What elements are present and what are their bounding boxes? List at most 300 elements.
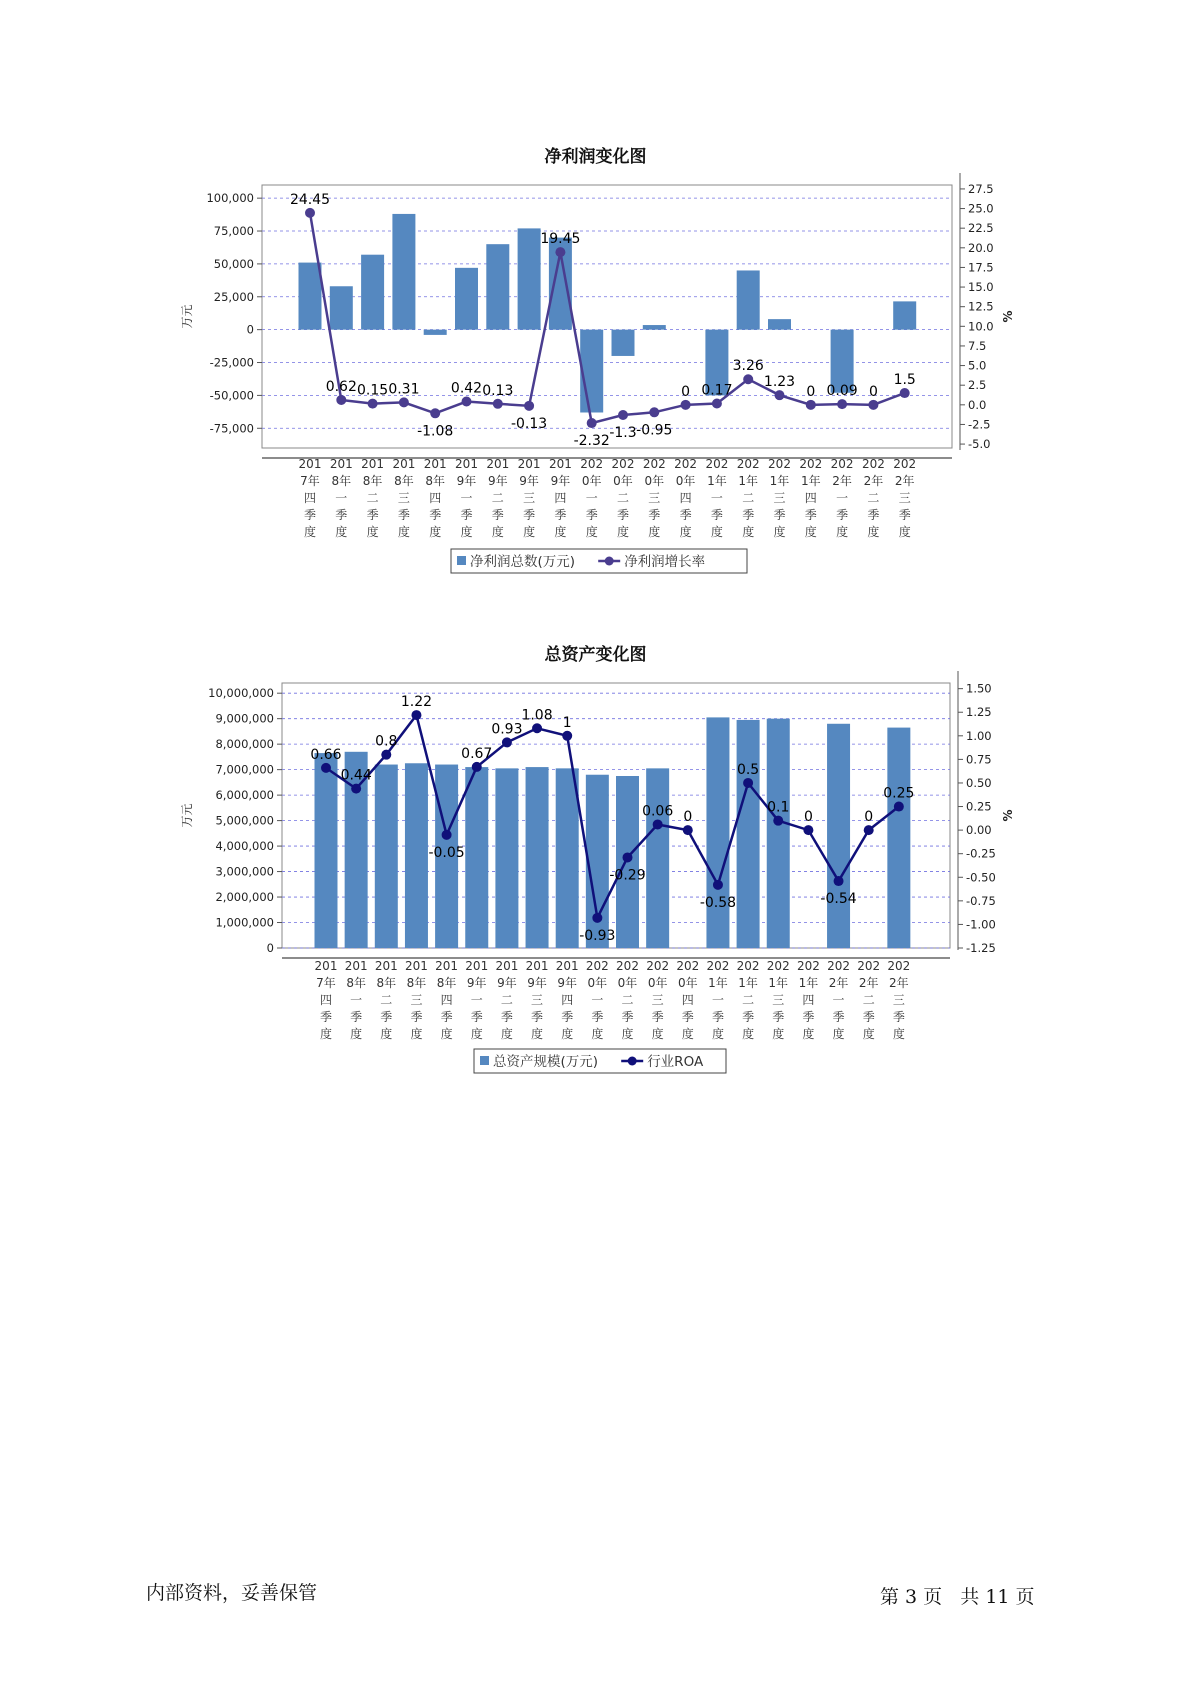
legend-bar-label: 净利润总数(万元) [470, 554, 576, 570]
data-point [351, 784, 361, 794]
x-tick-label: 1年 [708, 976, 728, 990]
x-tick-label: 201 [314, 959, 338, 973]
x-tick-label: 201 [374, 959, 398, 973]
x-tick-label: 202 [642, 457, 666, 471]
x-tick-label: 8年 [394, 474, 414, 488]
x-tick-label: 2年 [858, 976, 879, 990]
x-tick-label: 度 [397, 525, 410, 539]
y-tick-label: 1,000,000 [215, 915, 274, 930]
x-tick-label: 0年 [587, 976, 608, 990]
x-tick-label: 季 [561, 1010, 574, 1024]
x-tick-label: 一 [335, 491, 348, 505]
x-tick-label: 201 [298, 457, 322, 471]
bar [424, 330, 447, 335]
data-point [743, 778, 753, 788]
bar [405, 763, 428, 948]
x-tick-label: 202 [893, 457, 917, 471]
x-tick-label: 二 [742, 491, 755, 505]
y2-tick-label: 15.0 [968, 280, 994, 295]
y2-tick-label: -0.50 [966, 870, 996, 885]
data-label: -1.08 [417, 423, 454, 440]
x-tick-label: 度 [500, 1027, 513, 1041]
x-tick-label: 季 [773, 508, 786, 522]
x-tick-label: 一 [585, 491, 598, 505]
x-tick-label: 202 [706, 959, 730, 973]
data-point [587, 418, 597, 428]
data-label: 0 [683, 809, 693, 826]
x-tick-label: 202 [676, 959, 700, 973]
data-point [900, 388, 910, 398]
x-tick-label: 2年 [889, 976, 909, 990]
y-tick-label: 0 [246, 322, 254, 337]
x-tick-label: 二 [491, 491, 504, 505]
x-tick-label: 三 [773, 491, 786, 505]
bar [486, 244, 509, 329]
x-tick-label: 季 [410, 1010, 423, 1024]
y2-tick-label: 20.0 [968, 240, 994, 255]
data-label: 0.42 [450, 380, 483, 397]
x-tick-label: 一 [591, 993, 604, 1007]
x-tick-label: 季 [335, 508, 348, 522]
x-tick-label: 201 [486, 457, 510, 471]
data-label: 0.31 [388, 381, 420, 398]
x-tick-label: 0年 [613, 474, 633, 488]
x-tick-label: 度 [832, 1027, 845, 1041]
y-tick-label: -25,000 [209, 355, 254, 370]
bar [580, 330, 603, 413]
y-tick-label: 10,000,000 [208, 686, 274, 701]
x-tick-label: 四 [561, 993, 574, 1007]
x-tick-label: 201 [344, 959, 368, 973]
y-tick-label: 25,000 [213, 289, 254, 304]
data-label: 1.5 [893, 372, 916, 389]
data-point [411, 710, 421, 720]
bar [465, 767, 488, 948]
x-tick-label: 季 [804, 508, 817, 522]
data-point [399, 397, 409, 407]
footer-confidential-note: 内部资料，妥善保管 [146, 1582, 318, 1604]
data-label: 0 [864, 809, 874, 826]
x-tick-label: 三 [892, 993, 905, 1007]
x-tick-label: 2年 [894, 474, 915, 488]
legend-bar-swatch [480, 1056, 489, 1065]
x-tick-label: 四 [679, 491, 692, 505]
x-tick-label: 201 [404, 959, 428, 973]
x-tick-label: 三 [772, 993, 785, 1007]
y-tick-label: 100,000 [206, 191, 254, 206]
data-point [462, 397, 472, 407]
x-tick-label: 季 [531, 1010, 544, 1024]
data-point [649, 407, 659, 417]
x-tick-label: 季 [892, 1010, 905, 1024]
x-tick-label: 二 [616, 491, 630, 505]
x-tick-label: 季 [802, 1010, 815, 1024]
bar [737, 720, 760, 948]
y-tick-label: 75,000 [213, 224, 254, 239]
data-point [773, 816, 783, 826]
x-tick-label: 二 [867, 491, 880, 505]
bar [893, 301, 916, 329]
x-tick-label: 8年 [436, 976, 457, 990]
x-tick-label: 季 [711, 1010, 724, 1024]
x-tick-label: 度 [742, 525, 755, 539]
x-tick-label: 202 [766, 959, 790, 973]
total-assets-chart-svg [0, 620, 1191, 1100]
x-tick-label: 季 [836, 508, 849, 522]
data-label: 1.23 [763, 374, 796, 391]
x-tick-label: 0年 [617, 976, 638, 990]
x-tick-label: 201 [517, 457, 541, 471]
x-tick-label: 202 [830, 457, 854, 471]
bar [392, 214, 415, 330]
bar [768, 319, 791, 330]
x-tick-label: 201 [329, 457, 353, 471]
x-tick-label: 度 [470, 1027, 483, 1041]
y2-tick-label: 1.25 [966, 705, 992, 720]
data-label: 0.06 [642, 803, 674, 820]
x-tick-label: 一 [460, 491, 473, 505]
x-tick-label: 一 [832, 993, 845, 1007]
x-tick-label: 9年 [466, 976, 487, 990]
y-tick-label: 8,000,000 [215, 737, 274, 752]
x-tick-label: 四 [554, 491, 567, 505]
x-tick-label: 8年 [425, 474, 446, 488]
x-tick-label: 季 [616, 508, 630, 522]
x-tick-label: 202 [799, 457, 823, 471]
x-tick-label: 季 [319, 1010, 333, 1024]
x-tick-label: 度 [303, 525, 317, 539]
x-tick-label: 度 [710, 525, 723, 539]
x-tick-label: 四 [319, 993, 333, 1007]
y2-tick-label: -0.25 [966, 846, 996, 861]
data-label: -2.32 [573, 433, 610, 450]
bar [646, 768, 669, 948]
data-point [653, 819, 663, 829]
data-label: 0.17 [701, 382, 733, 399]
y-tick-label: 0 [266, 941, 274, 955]
x-tick-label: 202 [796, 959, 820, 973]
bar [526, 767, 549, 948]
y-tick-label: -75,000 [209, 421, 254, 436]
x-tick-label: 202 [611, 457, 635, 471]
x-tick-label: 季 [397, 508, 410, 522]
y2-tick-label: 17.5 [968, 260, 994, 275]
x-tick-label: 二 [380, 993, 393, 1007]
y-tick-label: 6,000,000 [215, 788, 274, 803]
x-tick-label: 202 [580, 457, 604, 471]
bar [315, 753, 338, 948]
y2-tick-label: 0.50 [966, 775, 992, 790]
x-tick-label: 1年 [738, 474, 759, 488]
x-tick-label: 度 [460, 525, 473, 539]
x-tick-label: 季 [681, 1010, 694, 1024]
data-point [623, 852, 633, 862]
y2-axis-label: % [1001, 809, 1015, 822]
x-tick-label: 四 [804, 491, 817, 505]
data-point [712, 398, 722, 408]
data-point [775, 390, 785, 400]
x-tick-label: 0年 [644, 474, 665, 488]
y2-tick-label: 2.5 [968, 378, 987, 393]
data-label: 0 [868, 383, 878, 400]
x-tick-label: 度 [554, 525, 567, 539]
y2-tick-label: 27.5 [968, 181, 994, 196]
x-tick-label: 度 [366, 525, 379, 539]
data-label: 0.62 [325, 378, 357, 395]
x-tick-label: 度 [773, 525, 786, 539]
data-label: 0 [681, 383, 691, 400]
x-tick-label: 季 [350, 1010, 363, 1024]
data-label: 0.1 [767, 799, 790, 816]
x-tick-label: 二 [742, 993, 755, 1007]
x-tick-label: 季 [898, 508, 911, 522]
x-tick-label: 季 [585, 508, 598, 522]
x-tick-label: 9年 [487, 474, 508, 488]
x-tick-label: 202 [887, 959, 911, 973]
x-tick-label: 201 [555, 959, 579, 973]
x-tick-label: 季 [742, 508, 755, 522]
x-tick-label: 季 [862, 1010, 875, 1024]
x-tick-label: 季 [621, 1010, 634, 1024]
legend-line-label: 行业ROA [647, 1054, 704, 1070]
y2-tick-label: -1.00 [966, 917, 996, 932]
x-tick-label: 季 [867, 508, 880, 522]
x-tick-label: 度 [561, 1027, 574, 1041]
x-tick-label: 度 [711, 1027, 724, 1041]
x-tick-label: 度 [523, 525, 536, 539]
x-tick-label: 9年 [527, 976, 547, 990]
x-tick-label: 202 [585, 959, 609, 973]
bar [887, 728, 910, 948]
x-tick-label: 一 [710, 491, 723, 505]
data-label: 0.8 [375, 733, 398, 750]
y2-tick-label: -5.0 [968, 437, 991, 452]
x-tick-label: 201 [361, 457, 385, 471]
y2-tick-label: 10.0 [968, 319, 994, 334]
y-tick-label: 4,000,000 [215, 839, 274, 854]
data-label: 1 [562, 714, 572, 731]
y2-tick-label: 0.0 [968, 397, 987, 412]
x-tick-label: 度 [651, 1027, 664, 1041]
bar [330, 286, 353, 329]
chart-title: 净利润变化图 [544, 147, 647, 167]
x-tick-label: 季 [772, 1010, 785, 1024]
data-point [562, 731, 572, 741]
x-tick-label: 度 [429, 525, 442, 539]
x-tick-label: 1年 [707, 474, 727, 488]
x-tick-label: 季 [651, 1010, 664, 1024]
x-tick-label: 三 [410, 993, 423, 1007]
y-tick-label: 3,000,000 [215, 864, 274, 879]
data-label: -0.58 [699, 894, 737, 911]
x-tick-label: 季 [523, 508, 536, 522]
x-tick-label: 度 [679, 525, 692, 539]
x-tick-label: 二 [862, 993, 875, 1007]
data-point [868, 400, 878, 410]
y2-tick-label: 0.75 [966, 752, 992, 767]
x-tick-label: 1年 [798, 976, 819, 990]
x-tick-label: 7年 [316, 976, 336, 990]
x-tick-label: 度 [802, 1027, 815, 1041]
bar [556, 768, 579, 948]
data-point [305, 208, 315, 218]
data-point [864, 825, 874, 835]
bar [455, 268, 478, 330]
data-point [442, 830, 452, 840]
x-tick-label: 202 [616, 959, 639, 973]
data-point [524, 401, 534, 411]
x-tick-label: 季 [491, 508, 504, 522]
x-tick-label: 202 [705, 457, 729, 471]
x-tick-label: 1年 [768, 976, 789, 990]
data-point [806, 400, 816, 410]
data-point [430, 408, 440, 418]
x-tick-label: 度 [616, 525, 630, 539]
data-label: 0.15 [357, 382, 389, 399]
x-tick-label: 四 [440, 993, 453, 1007]
data-label: -0.13 [510, 415, 548, 432]
data-label: 0 [803, 809, 813, 826]
y2-tick-label: 0.00 [966, 823, 992, 838]
x-tick-label: 8年 [406, 976, 427, 990]
x-tick-label: 三 [648, 491, 661, 505]
x-tick-label: 季 [366, 508, 379, 522]
data-point [336, 395, 346, 405]
data-label: 0.09 [826, 383, 858, 400]
y2-tick-label: -2.5 [968, 417, 991, 432]
bar [737, 270, 760, 329]
x-tick-label: 9年 [456, 474, 477, 488]
x-tick-label: 202 [736, 457, 760, 471]
x-tick-label: 季 [679, 508, 692, 522]
x-tick-label: 度 [898, 525, 911, 539]
chart-title: 总资产变化图 [544, 645, 647, 665]
x-tick-label: 度 [319, 1027, 333, 1041]
bar [612, 330, 635, 356]
footer-page-number: 第 3 页 共 11 页 [880, 1586, 1035, 1608]
x-tick-label: 度 [440, 1027, 453, 1041]
x-tick-label: 四 [303, 491, 317, 505]
y2-tick-label: 7.5 [968, 338, 987, 353]
x-tick-label: 一 [470, 993, 483, 1007]
data-point [532, 723, 542, 733]
x-tick-label: 0年 [581, 474, 602, 488]
y2-tick-label: -0.75 [966, 893, 996, 908]
data-point [381, 750, 391, 760]
x-tick-label: 201 [495, 959, 519, 973]
x-tick-label: 201 [548, 457, 572, 471]
x-tick-label: 四 [802, 993, 815, 1007]
x-tick-label: 一 [836, 491, 849, 505]
data-label: 0 [806, 383, 816, 400]
y2-tick-label: -1.25 [966, 941, 996, 955]
x-tick-label: 201 [392, 457, 416, 471]
x-tick-label: 二 [500, 993, 513, 1007]
x-tick-label: 四 [429, 491, 442, 505]
data-point [472, 762, 482, 772]
bar [643, 325, 666, 330]
legend-line-marker [628, 1057, 637, 1066]
data-label: -0.93 [579, 927, 616, 944]
x-tick-label: 201 [465, 959, 489, 973]
data-label: 0.5 [736, 761, 760, 778]
data-point [555, 247, 565, 257]
y-tick-label: 2,000,000 [215, 890, 274, 905]
x-tick-label: 季 [554, 508, 567, 522]
y-tick-label: 5,000,000 [215, 813, 274, 828]
x-tick-label: 202 [827, 959, 851, 973]
x-tick-label: 季 [710, 508, 723, 522]
data-point [683, 825, 693, 835]
legend-bar-label: 总资产规模(万元) [493, 1054, 599, 1070]
x-tick-label: 度 [621, 1027, 634, 1041]
data-label: 24.45 [289, 191, 331, 208]
x-tick-label: 二 [366, 491, 379, 505]
x-tick-label: 一 [350, 993, 363, 1007]
x-tick-label: 度 [836, 525, 849, 539]
data-label: -0.05 [428, 844, 465, 861]
x-tick-label: 季 [832, 1010, 845, 1024]
data-label: 0.44 [340, 767, 372, 784]
data-label: 0.13 [482, 382, 514, 399]
data-label: -0.54 [820, 891, 857, 908]
bar [706, 717, 729, 948]
data-label: 1.08 [521, 707, 553, 724]
data-label: 19.45 [540, 231, 581, 248]
x-tick-label: 2年 [863, 474, 884, 488]
bar [518, 228, 541, 329]
bar [767, 719, 790, 948]
x-tick-label: 季 [591, 1010, 604, 1024]
x-tick-label: 度 [491, 525, 504, 539]
x-tick-label: 三 [651, 993, 664, 1007]
x-tick-label: 一 [711, 993, 724, 1007]
x-tick-label: 度 [862, 1027, 875, 1041]
x-tick-label: 9年 [519, 474, 539, 488]
data-point [493, 399, 503, 409]
y2-tick-label: 1.50 [966, 681, 992, 696]
data-label: -0.95 [636, 422, 673, 439]
data-point [368, 399, 378, 409]
x-tick-label: 度 [867, 525, 880, 539]
x-tick-label: 1年 [738, 976, 758, 990]
x-tick-label: 四 [681, 993, 694, 1007]
x-tick-label: 202 [674, 457, 698, 471]
x-tick-label: 度 [335, 525, 348, 539]
x-tick-label: 三 [523, 491, 536, 505]
x-tick-label: 二 [621, 993, 634, 1007]
x-tick-label: 8年 [376, 976, 397, 990]
data-point [321, 763, 331, 773]
x-tick-label: 201 [423, 457, 447, 471]
data-label: -0.29 [609, 867, 646, 884]
x-tick-label: 7年 [300, 474, 320, 488]
data-point [502, 737, 512, 747]
bar [299, 263, 322, 330]
data-point [681, 400, 691, 410]
data-point [894, 802, 904, 812]
data-point [837, 399, 847, 409]
data-label: 1.22 [400, 694, 433, 711]
bar [375, 765, 398, 948]
x-tick-label: 0年 [647, 976, 668, 990]
legend-bar-swatch [457, 556, 466, 565]
y2-tick-label: 12.5 [968, 299, 994, 314]
bar [827, 724, 850, 948]
legend-line-marker [605, 557, 614, 566]
y2-tick-label: 0.25 [966, 799, 992, 814]
x-tick-label: 202 [857, 959, 881, 973]
